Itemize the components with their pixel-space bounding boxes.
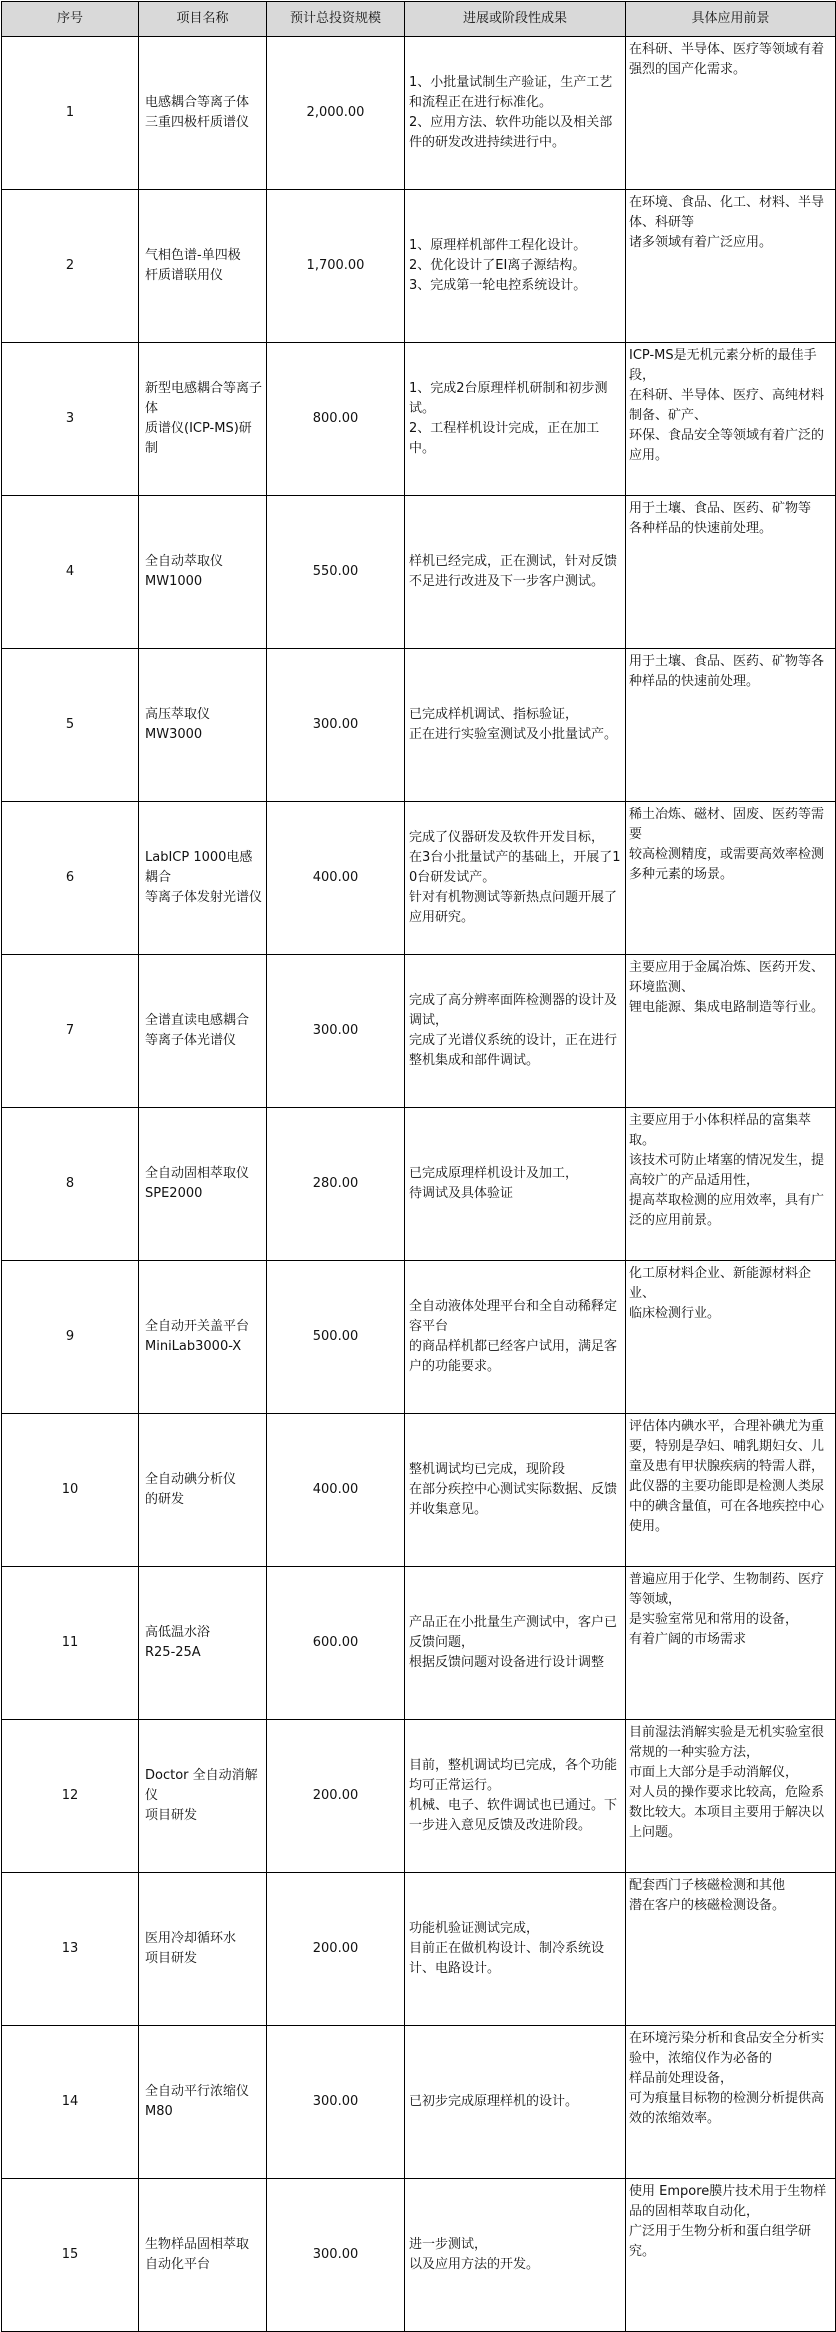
cell-text-idx: 1 [65,105,75,120]
cell-text-progress: 已完成样机调试、指标验证， 正在进行实验室测试及小批量试产。 [409,707,618,742]
cell-index [2,496,139,649]
cell-text-application: 用于土壤、食品、医药、矿物等 各种样品的快速前处理。 [629,501,812,536]
cell-application [626,1261,836,1414]
cell-text-idx: 15 [61,2247,79,2262]
cell-application [626,343,836,496]
cell-application [626,2179,836,2332]
cell-text-name: LabICP 1000电感耦合 等离子体发射光谱仪 [145,850,263,905]
cell-progress [405,1873,626,2026]
cell-index [2,1873,139,2026]
cell-application [626,1873,836,2026]
cell-index [2,1720,139,1873]
table-row [2,1873,836,2026]
header-project-name: 项目名称 [139,2,267,37]
table-row [2,955,836,1108]
header-index: 序号 [2,2,139,37]
cell-progress [405,190,626,343]
cell-progress [405,343,626,496]
cell-text-name: 气相色谱-单四极 杆质谱联用仪 [145,248,241,283]
cell-progress [405,2179,626,2332]
cell-progress [405,1720,626,1873]
cell-project-name [139,1873,267,2026]
cell-progress [405,1567,626,1720]
cell-progress [405,955,626,1108]
cell-text-application: 配套西门子核磁检测和其他 潜在客户的核磁检测设备。 [629,1878,786,1913]
cell-text-progress: 目前，整机调试均已完成，各个功能均可正常运行。 机械、电子、软件调试也已通过。下一步进入意见反馈及改进阶段。 [409,1758,618,1833]
cell-project-name [139,649,267,802]
cell-index [2,190,139,343]
cell-application [626,802,836,955]
cell-text-investment: 200.00 [312,1941,359,1956]
table-row [2,190,836,343]
cell-progress [405,2026,626,2179]
header-progress: 进展或阶段性成果 [405,2,626,37]
cell-index [2,955,139,1108]
project-table [1,1,836,2332]
cell-text-investment: 800.00 [312,411,359,426]
cell-text-application: 主要应用于小体积样品的富集萃取。 该技术可防止堵塞的情况发生，提高较广的产品适用性， 提高萃取检测的应用效率，具有广泛的应用前景。 [629,1113,825,1228]
cell-text-progress: 1、完成2台原理样机研制和初步测试。 2、工程样机设计完成，正在加工中。 [409,381,608,456]
cell-investment [267,2179,405,2332]
cell-text-application: 评估体内碘水平，合理补碘尤为重要，特别是孕妇、哺乳期妇女、儿童及患有甲状腺疾病的特需人群， 此仪器的主要功能即是检测人类尿中的碘含量值，可在各地疾控中心使用。 [629,1419,825,1534]
cell-investment [267,1720,405,1873]
cell-text-idx: 7 [65,1023,75,1038]
cell-investment [267,1108,405,1261]
cell-project-name [139,496,267,649]
cell-text-name: 新型电感耦合等离子体 质谱仪(ICP-MS)研制 [145,381,263,456]
cell-text-application: 稀土冶炼、磁材、固废、医药等需要 较高检测精度，或需要高效率检测多种元素的场景。 [629,807,825,882]
cell-investment [267,2026,405,2179]
cell-text-application: 在环境污染分析和食品安全分析实验中，浓缩仪作为必备的 样品前处理设备， 可为痕量目标物的检测分析提供高效的浓缩效率。 [629,2031,825,2126]
cell-text-idx: 4 [65,564,75,579]
cell-text-name: 电感耦合等离子体 三重四极杆质谱仪 [145,95,250,130]
cell-text-idx: 3 [65,411,75,426]
cell-investment [267,1567,405,1720]
cell-application [626,190,836,343]
cell-index [2,2179,139,2332]
table-row [2,2179,836,2332]
cell-text-progress: 1、小批量试制生产验证，生产工艺和流程正在进行标准化。 2、应用方法、软件功能以及相关部件的研发改进持续进行中。 [409,75,613,150]
cell-text-idx: 12 [61,1788,79,1803]
table-row [2,1567,836,1720]
cell-progress [405,1414,626,1567]
cell-progress [405,1108,626,1261]
table-row [2,343,836,496]
cell-application [626,1720,836,1873]
cell-application [626,496,836,649]
cell-text-investment: 400.00 [312,1482,359,1497]
cell-text-investment: 300.00 [312,2247,359,2262]
cell-project-name [139,802,267,955]
cell-text-progress: 样机已经完成，正在测试，针对反馈不足进行改进及下一步客户测试。 [409,554,618,589]
cell-text-name: 全谱直读电感耦合 等离子体光谱仪 [145,1013,250,1048]
cell-project-name [139,955,267,1108]
cell-text-name: 生物样品固相萃取 自动化平台 [145,2237,250,2272]
cell-progress [405,802,626,955]
cell-text-investment: 300.00 [312,717,359,732]
cell-application [626,1414,836,1567]
cell-index [2,802,139,955]
cell-text-application: 在科研、半导体、医疗等领域有着强烈的国产化需求。 [629,42,825,77]
cell-progress [405,1261,626,1414]
cell-index [2,1414,139,1567]
cell-text-idx: 10 [61,1482,79,1497]
cell-index [2,1567,139,1720]
cell-text-name: 全自动固相萃取仪 SPE2000 [145,1166,250,1201]
cell-text-name: 全自动平行浓缩仪 M80 [145,2084,250,2119]
table-row [2,1720,836,1873]
cell-investment [267,1873,405,2026]
cell-text-idx: 5 [65,717,75,732]
cell-index [2,1108,139,1261]
cell-text-application: 使用 Empore膜片技术用于生物样品的固相萃取自动化， 广泛用于生物分析和蛋白组学研究。 [629,2184,827,2259]
cell-investment [267,1261,405,1414]
table-body [2,37,836,2332]
cell-progress [405,649,626,802]
cell-text-application: ICP-MS是无机元素分析的最佳手段， 在科研、半导体、医疗、高纯材料制备、矿产、 环保、食品安全等领域有着广泛的应用。 [629,348,825,463]
cell-text-idx: 9 [65,1329,75,1344]
header-row [2,2,836,37]
cell-index [2,2026,139,2179]
cell-text-name: 全自动萃取仪 MW1000 [145,554,224,589]
cell-text-name: Doctor 全自动消解仪 项目研发 [145,1768,258,1823]
cell-text-name: 全自动碘分析仪 的研发 [145,1472,237,1507]
cell-text-investment: 2,000.00 [306,105,365,120]
cell-text-investment: 280.00 [312,1176,359,1191]
cell-text-investment: 550.00 [312,564,359,579]
cell-text-investment: 1,700.00 [306,258,365,273]
cell-text-investment: 400.00 [312,870,359,885]
cell-text-progress: 整机调试均已完成，现阶段 在部分疾控中心测试实际数据、反馈并收集意见。 [409,1462,618,1517]
cell-text-idx: 6 [65,870,75,885]
cell-progress [405,496,626,649]
cell-text-progress: 完成了仪器研发及软件开发目标， 在3台小批量试产的基础上，开展了10台研发试产。 针对有机物测试等新热点问题开展了应用研究。 [409,830,621,925]
cell-project-name [139,190,267,343]
cell-text-name: 高压萃取仪 MW3000 [145,707,211,742]
cell-project-name [139,1567,267,1720]
cell-index [2,1261,139,1414]
cell-text-investment: 300.00 [312,2094,359,2109]
table-row [2,649,836,802]
cell-text-idx: 13 [61,1941,79,1956]
header-application: 具体应用前景 [626,2,836,37]
table-row [2,37,836,190]
cell-text-name: 高低温水浴 R25-25A [145,1625,211,1660]
table-row [2,1261,836,1414]
cell-project-name [139,1108,267,1261]
cell-text-progress: 完成了高分辨率面阵检测器的设计及调试， 完成了光谱仪系统的设计，正在进行整机集成和部件调试。 [409,993,618,1068]
cell-text-progress: 产品正在小批量生产测试中，客户已反馈问题， 根据反馈问题对设备进行设计调整 [409,1615,618,1670]
cell-investment [267,649,405,802]
cell-application [626,649,836,802]
cell-index [2,649,139,802]
cell-text-application: 化工原材料企业、新能源材料企业、 临床检测行业。 [629,1266,812,1321]
cell-project-name [139,343,267,496]
cell-text-name: 全自动开关盖平台 MiniLab3000-X [145,1319,250,1354]
cell-text-application: 目前湿法消解实验是无机实验室很常规的一种实验方法， 市面上大部分是手动消解仪， 对人员的操作要求比较高，危险系数比较大。本项目主要用于解决以上问题。 [629,1725,825,1840]
cell-text-investment: 500.00 [312,1329,359,1344]
cell-text-application: 主要应用于金属冶炼、医药开发、环境监测、 锂电能源、集成电路制造等行业。 [629,960,825,1015]
cell-index [2,37,139,190]
cell-application [626,2026,836,2179]
cell-text-idx: 2 [65,258,75,273]
cell-project-name [139,2026,267,2179]
table-row [2,1414,836,1567]
cell-investment [267,343,405,496]
cell-investment [267,802,405,955]
cell-progress [405,37,626,190]
cell-project-name [139,1261,267,1414]
table-row [2,496,836,649]
cell-text-name: 医用冷却循环水 项目研发 [145,1931,237,1966]
table-row [2,802,836,955]
cell-project-name [139,2179,267,2332]
cell-investment [267,1414,405,1567]
cell-text-progress: 全自动液体处理平台和全自动稀释定容平台 的商品样机都已经客户试用，满足客户的功能要求。 [409,1299,618,1374]
cell-investment [267,955,405,1108]
cell-investment [267,496,405,649]
cell-text-progress: 已完成原理样机设计及加工， 待调试及具体验证 [409,1166,579,1201]
cell-text-idx: 11 [61,1635,79,1650]
cell-project-name [139,1720,267,1873]
table-row [2,2026,836,2179]
cell-project-name [139,37,267,190]
cell-text-application: 在环境、食品、化工、材料、半导体、科研等 诸多领域有着广泛应用。 [629,195,825,250]
table-row [2,1108,836,1261]
cell-text-application: 用于土壤、食品、医药、矿物等各种样品的快速前处理。 [629,654,825,689]
cell-investment [267,190,405,343]
cell-text-progress: 已初步完成原理样机的设计。 [409,2094,579,2109]
cell-text-idx: 14 [61,2094,79,2109]
cell-text-progress: 1、原理样机部件工程化设计。 2、优化设计了EI离子源结构。 3、完成第一轮电控系统设计。 [409,238,587,293]
cell-application [626,37,836,190]
cell-text-progress: 进一步测试， 以及应用方法的开发。 [409,2237,540,2272]
cell-index [2,343,139,496]
cell-investment [267,37,405,190]
header-investment: 预计总投资规模 [267,2,405,37]
cell-text-idx: 8 [65,1176,75,1191]
cell-application [626,1567,836,1720]
cell-text-investment: 200.00 [312,1788,359,1803]
cell-text-investment: 300.00 [312,1023,359,1038]
cell-text-progress: 功能机验证测试完成， 目前正在做机构设计、制冷系统设计、电路设计。 [409,1921,605,1976]
cell-text-application: 普遍应用于化学、生物制药、医疗等领域， 是实验室常见和常用的设备， 有着广阔的市场需求 [629,1572,825,1647]
cell-project-name [139,1414,267,1567]
cell-text-investment: 600.00 [312,1635,359,1650]
cell-application [626,955,836,1108]
cell-application [626,1108,836,1261]
